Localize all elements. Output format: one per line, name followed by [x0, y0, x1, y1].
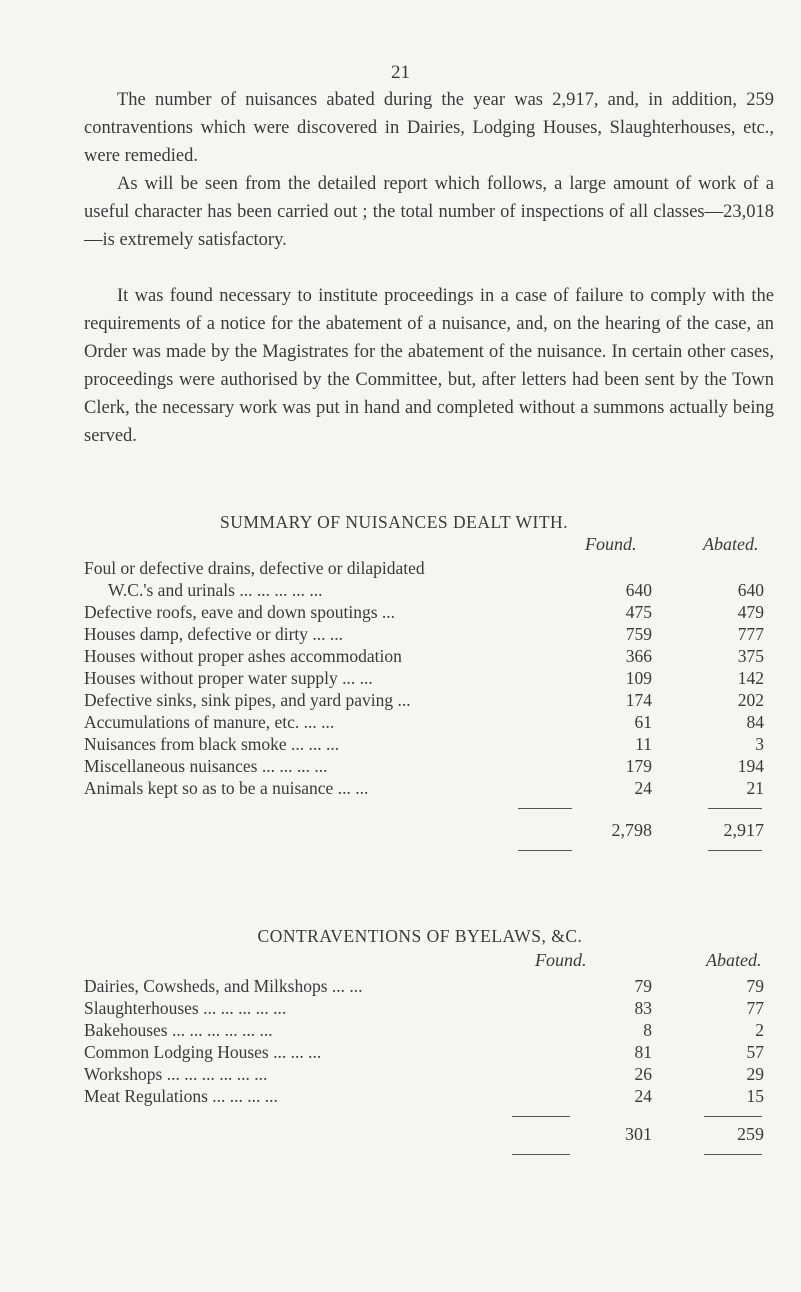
total-rule-abated	[708, 808, 762, 809]
row-found: 475	[625, 602, 652, 622]
row-label: Houses without proper ashes accommodation	[84, 646, 402, 666]
total-underline-abated	[708, 850, 762, 851]
table-row	[84, 624, 764, 646]
row-found: 81	[634, 1042, 652, 1062]
row-found: 24	[634, 778, 652, 798]
table-row	[84, 998, 764, 1020]
table-row	[84, 976, 764, 998]
row-label: Dairies, Cowsheds, and Milkshops ... ...	[84, 976, 363, 996]
nuisances-col-found: Found.	[585, 534, 637, 554]
paragraph-2: As will be seen from the detailed report which follows, a large amount of work of a useful character has been carried out ; the total number of inspections of all classes—23,018—is extremely satisfactory.	[84, 174, 774, 250]
row-found: 109	[625, 668, 652, 688]
row-abated: 79	[746, 976, 764, 996]
page-number: 21	[391, 62, 410, 83]
total-abated: 259	[737, 1124, 764, 1144]
row-abated: 479	[737, 602, 764, 622]
row-abated: 2	[755, 1020, 764, 1040]
row-label: Slaughterhouses ... ... ... ... ...	[84, 998, 287, 1018]
row-label: Defective sinks, sink pipes, and yard paving ...	[84, 690, 411, 710]
row-found: 640	[625, 580, 652, 600]
row-found: 26	[634, 1064, 652, 1084]
row-label: Miscellaneous nuisances ... ... ... ...	[84, 756, 328, 776]
row-found: 83	[634, 998, 652, 1018]
total-found: 2,798	[611, 820, 652, 840]
total-abated: 2,917	[723, 820, 764, 840]
row-abated: 375	[737, 646, 764, 666]
table-row	[84, 1086, 764, 1108]
row-label: Workshops ... ... ... ... ... ...	[84, 1064, 268, 1084]
contraventions-col-found: Found.	[535, 950, 587, 970]
total-rule-found	[518, 808, 572, 809]
row-label: Accumulations of manure, etc. ... ...	[84, 712, 335, 732]
total-underline-abated	[704, 1154, 762, 1155]
row-abated: 202	[737, 690, 764, 710]
row-label: W.C.'s and urinals ... ... ... ... ...	[108, 580, 323, 600]
contraventions-col-abated: Abated.	[706, 950, 762, 970]
row-found: 11	[635, 734, 652, 754]
row-found: 174	[625, 690, 652, 710]
table-row	[84, 734, 764, 756]
row-label: Defective roofs, eave and down spoutings ...	[84, 602, 396, 622]
row-label: Foul or defective drains, defective or dilapidated	[84, 558, 425, 578]
total-row	[84, 1124, 764, 1146]
table-row	[84, 690, 764, 712]
total-found: 301	[625, 1124, 652, 1144]
total-row	[84, 820, 764, 842]
row-label: Common Lodging Houses ... ... ...	[84, 1042, 322, 1062]
row-label: Meat Regulations ... ... ... ...	[84, 1086, 278, 1106]
row-found: 61	[634, 712, 652, 732]
table-row	[84, 580, 764, 602]
paragraph-3: It was found necessary to institute proceedings in a case of failure to comply with the requirements of a notice for the abatement of a nuisance, and, on the hearing of the case, an Order was made by the Magistrates for the abatement of the nuisance. In certain other cases, proceedings were authorised by the Committee, but, after letters had been sent by the Town Clerk, the necessary work was put in hand and completed without a summons actually being served.	[84, 286, 774, 446]
row-label: Animals kept so as to be a nuisance ... ...	[84, 778, 369, 798]
row-label: Bakehouses ... ... ... ... ... ...	[84, 1020, 273, 1040]
paragraph-1: The number of nuisances abated during the year was 2,917, and, in addition, 259 contraventions which were discovered in Dairies, Lodging Houses, Slaughterhouses, etc., were remedied.	[84, 90, 774, 166]
total-rule-found	[512, 1116, 570, 1117]
total-rule-abated	[704, 1116, 762, 1117]
table-row	[84, 778, 764, 800]
row-found: 366	[625, 646, 652, 666]
nuisances-heading: SUMMARY OF NUISANCES DEALT WITH.	[219, 512, 569, 532]
table-row	[84, 668, 764, 690]
row-abated: 84	[746, 712, 764, 732]
row-abated: 142	[737, 668, 764, 688]
total-underline-found	[518, 850, 572, 851]
row-abated: 21	[746, 778, 764, 798]
row-found: 8	[643, 1020, 652, 1040]
row-abated: 194	[737, 756, 764, 776]
table-row	[84, 558, 764, 580]
row-found: 24	[634, 1086, 652, 1106]
table-row	[84, 602, 764, 624]
row-abated: 57	[746, 1042, 764, 1062]
row-found: 79	[634, 976, 652, 996]
table-row	[84, 712, 764, 734]
table-row	[84, 1020, 764, 1042]
table-row	[84, 756, 764, 778]
nuisances-col-abated: Abated.	[703, 534, 759, 554]
row-label: Nuisances from black smoke ... ... ...	[84, 734, 340, 754]
contraventions-heading: CONTRAVENTIONS OF BYELAWS, &C.	[257, 926, 583, 946]
total-underline-found	[512, 1154, 570, 1155]
row-abated: 77	[746, 998, 764, 1018]
table-row	[84, 1064, 764, 1086]
row-abated: 777	[737, 624, 764, 644]
row-found: 179	[625, 756, 652, 776]
table-row	[84, 1042, 764, 1064]
row-label: Houses damp, defective or dirty ... ...	[84, 624, 344, 644]
row-found: 759	[625, 624, 652, 644]
row-label: Houses without proper water supply ... ...	[84, 668, 373, 688]
row-abated: 3	[755, 734, 764, 754]
row-abated: 640	[737, 580, 764, 600]
row-abated: 29	[746, 1064, 764, 1084]
table-row	[84, 646, 764, 668]
row-abated: 15	[746, 1086, 764, 1106]
